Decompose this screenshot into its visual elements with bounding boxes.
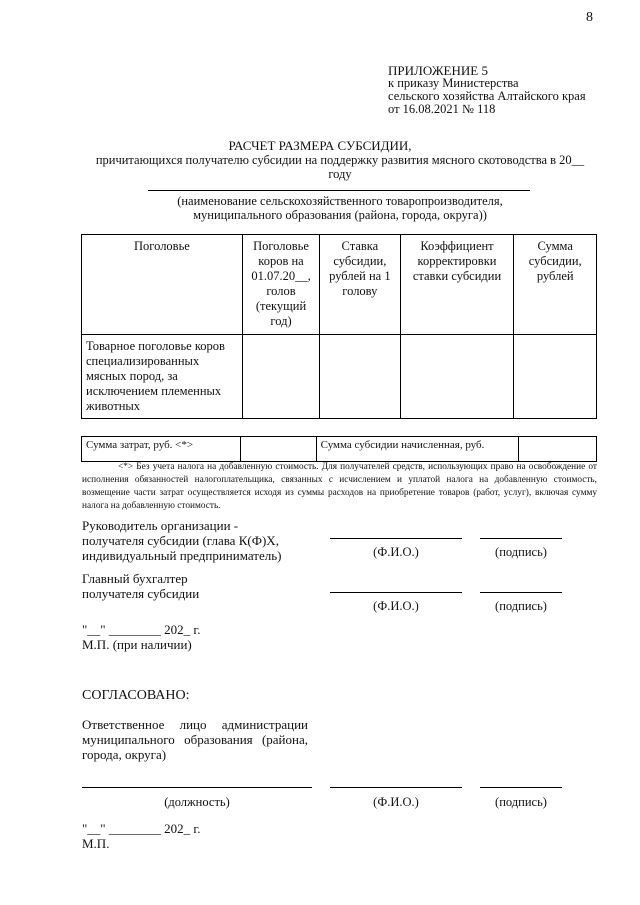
responsible-fio-caption: (Ф.И.О.) — [373, 795, 419, 809]
sum-row — [82, 437, 597, 462]
document-subtitle-2: году — [328, 167, 352, 181]
cell-cows-count[interactable] — [242, 335, 319, 419]
costs-value[interactable] — [240, 437, 316, 462]
subsidy-accrued-label: Сумма субсидии начисленная, руб. — [316, 437, 519, 462]
stamp-optional: М.П. (при наличии) — [82, 637, 192, 652]
costs-label: Сумма затрат, руб. <*> — [82, 437, 241, 462]
responsible-label-3: города, округа) — [82, 747, 167, 762]
stamp: М.П. — [82, 836, 110, 851]
responsible-sign-line — [480, 787, 562, 788]
name-caption-2: муниципального образования (района, города, округа)) — [193, 208, 487, 222]
cell-subsidy-sum[interactable] — [514, 335, 597, 419]
head-label-2: получателя субсидии (глава К(Ф)Х, — [82, 533, 279, 548]
header-rate: Ставка субсидии, рублей на 1 голову — [320, 235, 400, 335]
head-sign-caption: (подпись) — [495, 545, 547, 559]
table-row — [82, 335, 597, 419]
header-cows-count: Поголовье коров на 01.07.20__, голов (текущий год) — [242, 235, 319, 335]
head-label-1: Руководитель организации - — [82, 518, 239, 533]
appendix-line-3: от 16.08.2021 № 118 — [388, 102, 496, 116]
header-coefficient: Коэффициент корректировки ставки субсидии — [400, 235, 514, 335]
accountant-label-1: Главный бухгалтер — [82, 571, 188, 586]
appendix-line-1: к приказу Министерства — [388, 76, 519, 90]
date-line-1: "__" ________ 202_ г. — [82, 622, 201, 637]
header-livestock: Поголовье — [82, 235, 243, 335]
row-label: Товарное поголовье коров специализированных мясных пород, за исключением племенных животных — [82, 335, 243, 419]
subsidy-table — [81, 234, 597, 419]
head-label-3: индивидуальный предприниматель) — [82, 548, 282, 563]
page-number: 8 — [586, 10, 593, 25]
responsible-sign-caption: (подпись) — [495, 795, 547, 809]
accountant-label-2: получателя субсидии — [82, 586, 200, 601]
accountant-fio-caption: (Ф.И.О.) — [373, 599, 419, 613]
table-header-row — [82, 235, 597, 335]
header-subsidy-sum: Сумма субсидии, рублей — [514, 235, 597, 335]
document-title: РАСЧЕТ РАЗМЕРА СУБСИДИИ, — [228, 138, 412, 153]
responsible-label-2: муниципального образования (района, — [82, 732, 308, 747]
accountant-sign-line — [480, 592, 562, 593]
responsible-fio-line — [330, 787, 462, 788]
name-underline — [148, 190, 530, 191]
position-line — [82, 787, 312, 788]
head-sign-line — [480, 538, 562, 539]
appendix-title: ПРИЛОЖЕНИЕ 5 — [388, 63, 488, 78]
accountant-sign-caption: (подпись) — [495, 599, 547, 613]
position-caption: (должность) — [164, 795, 230, 809]
document-subtitle: причитающихся получателю субсидии на поддержку развития мясного скотоводства в 20__ — [95, 153, 585, 167]
head-fio-caption: (Ф.И.О.) — [373, 545, 419, 559]
responsible-label-1: Ответственное лицо администрации — [82, 717, 308, 732]
accountant-fio-line — [330, 592, 462, 593]
subsidy-accrued-value[interactable] — [519, 437, 597, 462]
name-caption-1: (наименование сельскохозяйственного товаропроизводителя, — [177, 194, 503, 208]
appendix-line-2: сельского хозяйства Алтайского края — [388, 89, 586, 103]
sum-table — [81, 436, 597, 462]
date-line-2: "__" ________ 202_ г. — [82, 821, 201, 836]
head-fio-line — [330, 538, 462, 539]
cell-rate[interactable] — [320, 335, 400, 419]
footnote: <*> Без учета налога на добавленную стоимость. Для получателей средств, использующих право на освобождение от исполнения обязанностей налогоплательщика, связанных с исчислением и уплатой налога на добавленную стоимость, возмещение части затрат осуществляется исходя из суммы расходов на приобретение товаров (работ, услуг), включая сумму налога на добавленную стоимость. — [82, 462, 597, 511]
approved-label: СОГЛАСОВАНО: — [82, 688, 190, 703]
cell-coefficient[interactable] — [400, 335, 514, 419]
